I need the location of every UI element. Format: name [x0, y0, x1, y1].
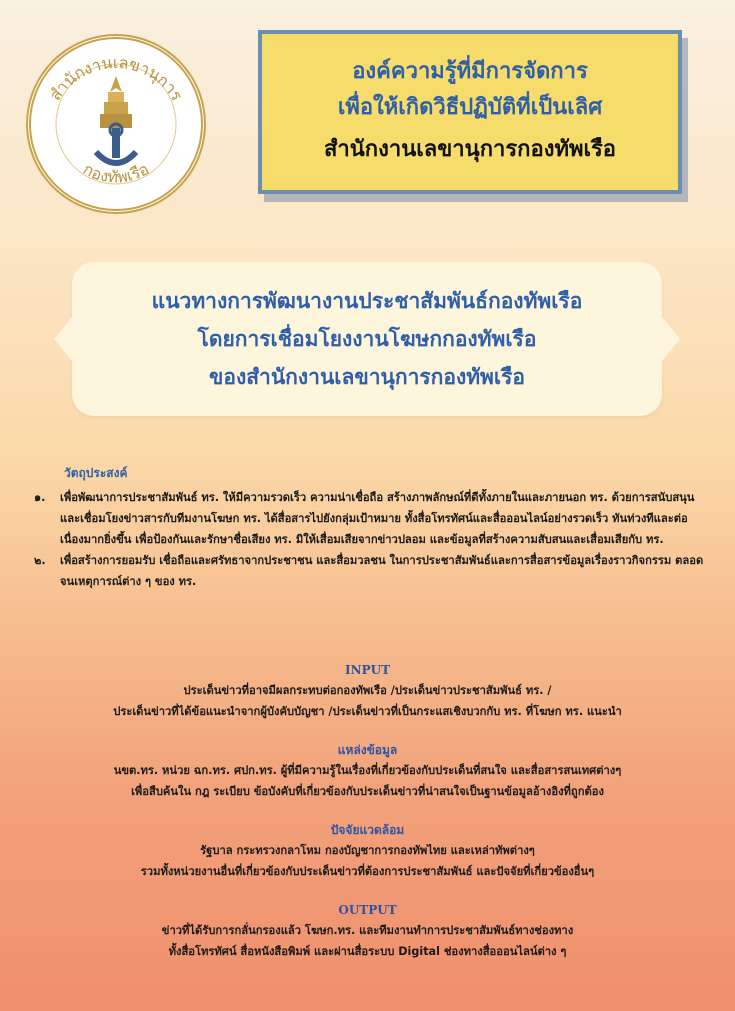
input-line-1: ประเด็นข่าวที่อาจมีผลกระทบต่อกองทัพเรือ /ประเด็นข่าวประชาสัมพันธ์ ทร. /	[183, 684, 552, 697]
objectives-heading: วัตถุประสงค์	[64, 466, 128, 480]
objective-number: ๒.	[34, 554, 46, 567]
banner-line-2: โดยการเชื่อมโยงงานโฆษกกองทัพเรือ	[197, 327, 537, 351]
sources-heading: แหล่งข้อมูล	[337, 743, 398, 757]
sources-line-2: เพื่อสืบค้นใน กฎ ระเบียบ ข้อบังคับที่เกี่ยวข้องกับประเด็นข่าวที่น่าสนใจเป็นฐานข้อมูลอ้างอิงที่ถูกต้อง	[131, 785, 604, 798]
banner-line-1: แนวทางการพัฒนางานประชาสัมพันธ์กองทัพเรือ	[151, 289, 583, 313]
svg-text:สำนักงานเลขานุการ: สำนักงานเลขานุการ	[45, 52, 187, 105]
navy-secretariat-logo	[26, 34, 206, 214]
environment-line-1: รัฐบาล กระทรวงกลาโหม กองบัญชาการกองทัพไทย และเหล่าทัพต่างๆ	[200, 844, 535, 857]
objectives-section	[34, 464, 704, 592]
environment-line-2: รวมทั้งหน่วยงานอื่นที่เกี่ยวข้องกับประเด็นข่าวที่ต้องการประชาสัมพันธ์ และปัจจัยที่เกี่ยวข้องอื่นๆ	[140, 865, 595, 878]
sources-section	[30, 740, 705, 802]
title-line-3: สำนักงานเลขานุการกองทัพเรือ	[323, 137, 617, 162]
process-sections	[30, 660, 705, 980]
objective-item	[34, 487, 704, 550]
svg-text:กองทัพเรือ: กองทัพเรือ	[79, 159, 153, 187]
environment-heading: ปัจจัยแวดล้อม	[330, 823, 405, 837]
output-heading: OUTPUT	[338, 903, 397, 917]
objective-number: ๑.	[34, 491, 46, 504]
title-line-2: เพื่อให้เกิดวิธีปฏิบัติที่เป็นเลิศ	[337, 95, 603, 120]
logo-emblem	[26, 34, 206, 214]
output-section	[30, 900, 705, 962]
output-line-1: ข่าวที่ได้รับการกลั่นกรองแล้ว โฆษก.ทร. และทีมงานทำการประชาสัมพันธ์ทางช่องทาง	[161, 924, 574, 937]
title-box	[258, 30, 682, 194]
input-line-2: ประเด็นข่าวที่ได้ข้อแนะนำจากผู้บังคับบัญชา /ประเด็นข่าวที่เป็นกระแสเชิงบวกกับ ทร. ที่โฆษก ทร. แนะนำ	[113, 705, 622, 718]
input-section	[30, 660, 705, 722]
environment-section	[30, 820, 705, 882]
banner-line-3: ของสำนักงานเลขานุการกองทัพเรือ	[209, 365, 525, 389]
sources-line-1: นขต.ทร. หน่วย ฉก.ทร. ศปก.ทร. ผู้ที่มีความรู้ในเรื่องที่เกี่ยวข้องกับประเด็นที่สนใจ และสื่อสารสนเทศต่างๆ	[113, 764, 622, 777]
objective-item	[34, 550, 704, 592]
title-line-1: องค์ความรู้ที่มีการจัดการ	[352, 59, 588, 84]
input-heading: INPUT	[345, 663, 390, 677]
objective-text: เพื่อพัฒนาการประชาสัมพันธ์ ทร. ให้มีความรวดเร็ว ความน่าเชื่อถือ สร้างภาพลักษณ์ที่ดีทั้งภายในและภายนอก ทร. ด้วยการสนับสนุนและเชื่อมโยงข่าวสารกับทีมงานโฆษก ทร. ได้สื่อสารไปยังกลุ่มเป้าหมาย ทั้งสื่อโทรทัศน์และสื่อออนไลน์อย่างรวดเร็ว ทันท่วงทีและต่อเนื่องมากยิ่งขึ้น เพื่อป้องกันและรักษาชื่อเสียง ทร. มิให้เสื่อมเสียจากข่าวปลอม และข้อมูลที่สร้างความสับสนและเสื่อมเสียกับ ทร.	[60, 491, 695, 546]
output-line-2: ทั้งสื่อโทรทัศน์ สื่อหนังสือพิมพ์ และผ่านสื่อระบบ Digital ช่องทางสื่อออนไลน์ต่าง ๆ	[168, 945, 567, 958]
topic-banner	[72, 262, 662, 416]
objective-text: เพื่อสร้างการยอมรับ เชื่อถือและศรัทธาจากประชาชน และสื่อมวลชน ในการประชาสัมพันธ์และการสื่อสารข้อมูลเรื่องราวกิจกรรม ตลอดจนเหตุการณ์ต่าง ๆ ของ ทร.	[60, 554, 704, 588]
